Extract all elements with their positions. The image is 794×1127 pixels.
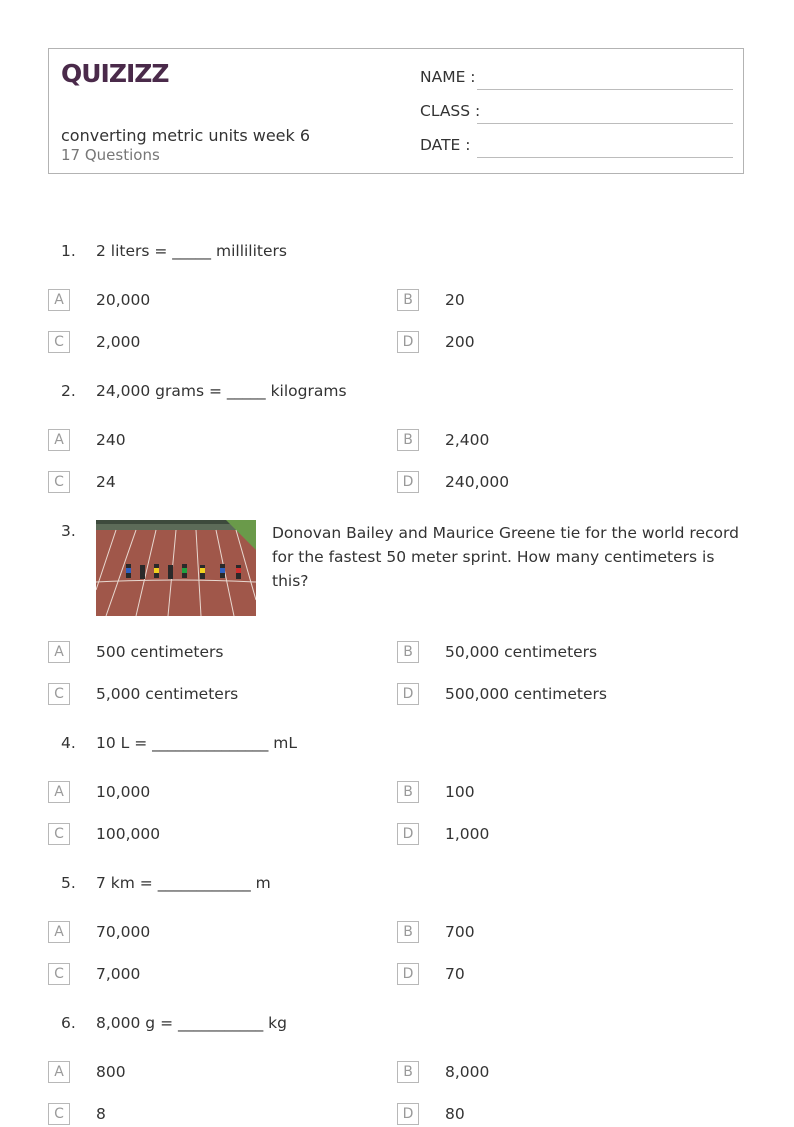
- option-letter-box: A: [48, 429, 70, 451]
- question-number: 1.: [61, 242, 76, 260]
- option-text: 70,000: [96, 923, 151, 941]
- option-letter-box: B: [397, 429, 419, 451]
- option-letter-box: C: [48, 331, 70, 353]
- option-letter-box: D: [397, 963, 419, 985]
- question-number: 4.: [61, 734, 76, 752]
- option-letter-box: B: [397, 921, 419, 943]
- sprint-race-photo: [96, 520, 256, 616]
- option-text: 2,400: [445, 431, 490, 449]
- option-letter-box: D: [397, 471, 419, 493]
- worksheet-header: [48, 48, 744, 174]
- option-text: 700: [445, 923, 475, 941]
- option-letter-box: A: [48, 921, 70, 943]
- option-letter-box: C: [48, 471, 70, 493]
- option-letter-box: B: [397, 641, 419, 663]
- option-text: 500 centimeters: [96, 643, 224, 661]
- question-number: 2.: [61, 382, 76, 400]
- option-text: 5,000 centimeters: [96, 685, 239, 703]
- option-letter-box: C: [48, 683, 70, 705]
- question-number: 3.: [61, 522, 76, 540]
- option-letter-box: A: [48, 289, 70, 311]
- question-number: 6.: [61, 1014, 76, 1032]
- option-letter-box: A: [48, 781, 70, 803]
- question-text: Donovan Bailey and Maurice Greene tie for the world record for the fastest 50 meter sprint. How many centimeters is this?: [272, 524, 739, 590]
- option-letter-box: D: [397, 683, 419, 705]
- name-label: NAME :: [420, 68, 476, 86]
- option-letter-box: B: [397, 289, 419, 311]
- question-text: 24,000 grams = _____ kilograms: [96, 382, 347, 400]
- question-text: 8,000 g = ___________ kg: [96, 1014, 287, 1032]
- option-letter-box: B: [397, 1061, 419, 1083]
- question-count: 17 Questions: [61, 146, 160, 164]
- option-text: 7,000: [96, 965, 141, 983]
- option-letter-box: C: [48, 963, 70, 985]
- option-letter-box: A: [48, 641, 70, 663]
- option-letter-box: D: [397, 1103, 419, 1125]
- option-letter-box: C: [48, 823, 70, 845]
- date-label: DATE :: [420, 136, 471, 154]
- name-line: [477, 89, 733, 90]
- sprint-track-image: [96, 520, 256, 616]
- option-text: 500,000 centimeters: [445, 685, 607, 703]
- class-label: CLASS :: [420, 102, 481, 120]
- option-text: 100: [445, 783, 475, 801]
- option-text: 1,000: [445, 825, 490, 843]
- option-letter-box: B: [397, 781, 419, 803]
- option-letter-box: D: [397, 331, 419, 353]
- option-text: 24: [96, 473, 116, 491]
- option-letter-box: A: [48, 1061, 70, 1083]
- class-line: [477, 123, 733, 124]
- option-text: 8,000: [445, 1063, 490, 1081]
- option-letter-box: D: [397, 823, 419, 845]
- option-text: 240: [96, 431, 126, 449]
- quizizz-logo: QUIZIZZ: [61, 59, 169, 88]
- date-line: [477, 157, 733, 158]
- question-number: 5.: [61, 874, 76, 892]
- option-text: 8: [96, 1105, 106, 1123]
- option-text: 240,000: [445, 473, 510, 491]
- option-text: 50,000 centimeters: [445, 643, 598, 661]
- option-text: 70: [445, 965, 465, 983]
- worksheet-title: converting metric units week 6: [61, 126, 311, 145]
- option-text: 10,000: [96, 783, 151, 801]
- option-text: 20: [445, 291, 465, 309]
- question-text: 10 L = _______________ mL: [96, 734, 298, 752]
- option-text: 100,000: [96, 825, 161, 843]
- option-text: 80: [445, 1105, 465, 1123]
- question-text: 7 km = ____________ m: [96, 874, 271, 892]
- option-text: 2,000: [96, 333, 141, 351]
- option-text: 200: [445, 333, 475, 351]
- option-text: 800: [96, 1063, 126, 1081]
- option-letter-box: C: [48, 1103, 70, 1125]
- option-text: 20,000: [96, 291, 151, 309]
- question-text: 2 liters = _____ milliliters: [96, 242, 287, 260]
